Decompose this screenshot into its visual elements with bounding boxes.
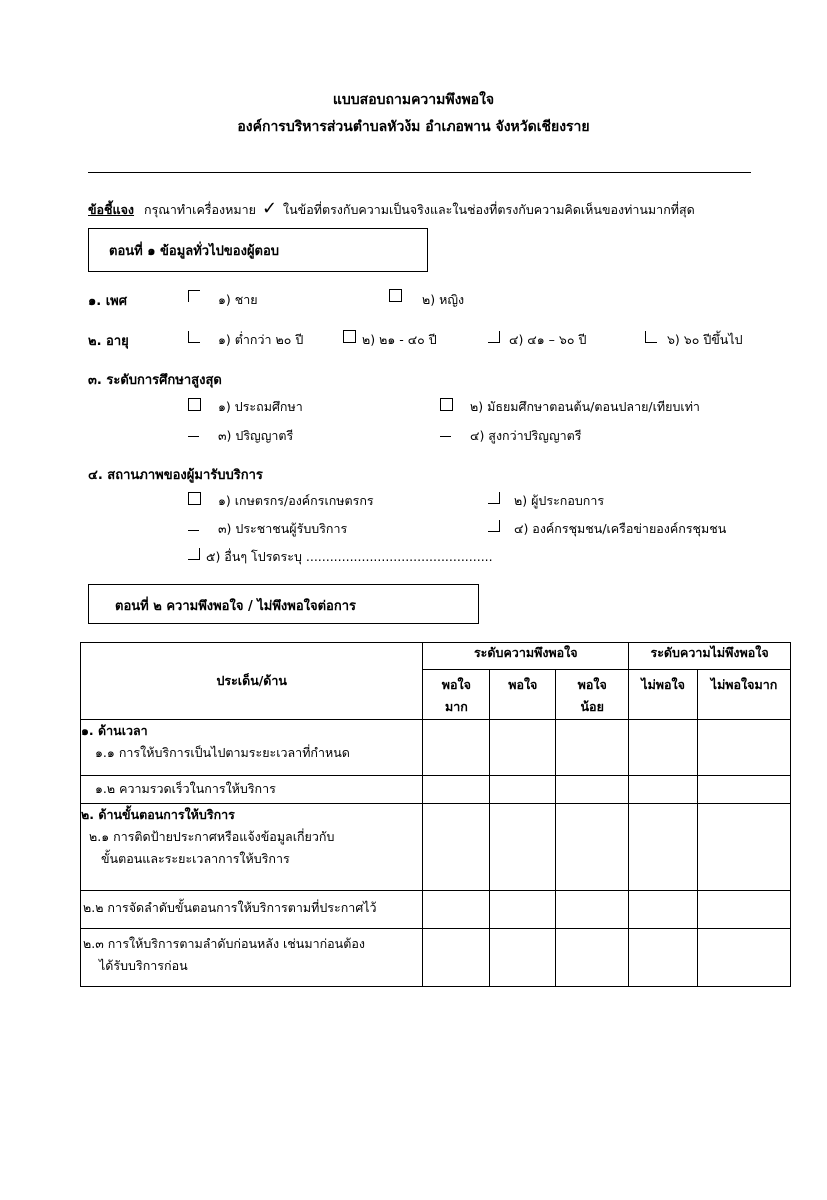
item-2-3-line2: ได้รับบริการก่อน: [99, 958, 188, 973]
rating-cell[interactable]: [423, 776, 490, 804]
topic-header: ประเด็น/ด้าน: [81, 643, 423, 720]
level-header-less-satisfied: พอใจ น้อย: [556, 670, 629, 720]
rating-cell[interactable]: [629, 891, 698, 929]
q3-option2-label: ๒) มัธยมศึกษาตอนต้น/ตอนปลาย/เทียบเท่า: [470, 399, 700, 414]
item-1-1: ๑.๑ การให้บริการเป็นไปตามระยะเวลาที่กำหนด: [95, 745, 350, 760]
q2-option3-label: ๔) ๔๑ – ๖๐ ปี: [509, 332, 587, 347]
section2-title: ๒. ด้านขั้นตอนการให้บริการ: [81, 807, 235, 822]
item-2-1-line2: ขั้นตอนและระยะเวลาการให้บริการ: [101, 851, 290, 866]
level-header-very-dissatisfied: ไม่พอใจมาก: [698, 670, 791, 720]
instruction-label: ข้อชี้แจง: [88, 202, 135, 217]
satisfaction-group-header: ระดับความพึงพอใจ: [423, 643, 629, 670]
item-1-2: ๑.๒ ความรวดเร็วในการให้บริการ: [95, 781, 276, 796]
instruction-text-after: ในข้อที่ตรงกับความเป็นจริงและในช่องที่ตรงกับความคิดเห็นของท่านมากที่สุด: [283, 202, 695, 217]
q3-option3-checkbox[interactable]: [188, 436, 199, 437]
satisfaction-table: [80, 642, 791, 987]
table-row: [81, 776, 791, 804]
q4-option2-checkbox[interactable]: [488, 492, 500, 504]
q4-option1-checkbox[interactable]: [188, 492, 201, 505]
rating-cell[interactable]: [556, 891, 629, 929]
q2-label: ๒. อายุ: [88, 334, 129, 349]
rating-cell[interactable]: [490, 929, 556, 987]
form-subtitle: องค์การบริหารส่วนตำบลหัวง้ม อำเภอพาน จังหวัดเชียงราย: [237, 119, 590, 135]
rating-cell[interactable]: [556, 804, 629, 891]
rating-cell[interactable]: [423, 929, 490, 987]
part2-title: ตอนที่ ๒ ความพึงพอใจ / ไม่พึงพอใจต่อการ: [115, 599, 357, 614]
rating-cell[interactable]: [490, 891, 556, 929]
rating-cell[interactable]: [629, 720, 698, 776]
checkmark-icon: ✓: [261, 198, 278, 219]
q3-option1-checkbox[interactable]: [188, 398, 201, 411]
q2-option4-checkbox[interactable]: [645, 331, 657, 343]
q2-option1-label: ๑) ต่ำกว่า ๒๐ ปี: [218, 332, 304, 347]
q3-option1-label: ๑) ประถมศึกษา: [218, 399, 303, 414]
rating-cell[interactable]: [490, 776, 556, 804]
table-row: [81, 929, 791, 987]
q3-option4-checkbox[interactable]: [440, 436, 451, 437]
rating-cell[interactable]: [556, 776, 629, 804]
table-row: [81, 891, 791, 929]
rating-cell[interactable]: [698, 804, 791, 891]
q4-option5-label: ๕) อื่นๆ โปรดระบุ ...............................................: [206, 549, 493, 564]
part1-title: ตอนที่ ๑ ข้อมูลทั่วไปของผู้ตอบ: [109, 244, 280, 259]
rating-cell[interactable]: [698, 720, 791, 776]
q2-option2-checkbox[interactable]: [343, 330, 356, 343]
rating-cell[interactable]: [423, 891, 490, 929]
rating-cell[interactable]: [698, 776, 791, 804]
q4-label: ๔. สถานภาพของผู้มารับบริการ: [88, 468, 263, 483]
level-header-very-satisfied: พอใจ มาก: [423, 670, 490, 720]
q2-option4-label: ๖) ๖๐ ปีขึ้นไป: [667, 332, 743, 347]
q4-option4-checkbox[interactable]: [488, 520, 500, 532]
q3-option3-label: ๓) ปริญญาตรี: [218, 428, 294, 443]
rating-cell[interactable]: [556, 929, 629, 987]
rating-cell[interactable]: [629, 776, 698, 804]
q1-option2-checkbox[interactable]: [389, 289, 402, 302]
q4-option4-label: ๔) องค์กรชุมชน/เครือข่ายองค์กรชุมชน: [514, 521, 727, 536]
rating-cell[interactable]: [629, 804, 698, 891]
header-divider: [88, 172, 751, 173]
dissatisfaction-group-header: ระดับความไม่พึงพอใจ: [629, 643, 791, 670]
q4-option3-label: ๓) ประชาชนผู้รับบริการ: [218, 521, 348, 536]
q2-option1-checkbox[interactable]: [188, 331, 200, 343]
item-2-3-line1: ๒.๓ การให้บริการตามลำดับก่อนหลัง เช่นมาก่อนต้อง: [83, 936, 365, 951]
rating-cell[interactable]: [698, 929, 791, 987]
section1-title: ๑. ด้านเวลา: [81, 723, 148, 738]
level-header-satisfied: พอใจ: [490, 670, 556, 720]
table-row: [81, 720, 791, 776]
table-row: [81, 804, 791, 891]
q1-option2-label: ๒) หญิง: [422, 292, 465, 307]
q4-option5-checkbox[interactable]: [188, 548, 200, 560]
rating-cell[interactable]: [629, 929, 698, 987]
rating-cell[interactable]: [490, 804, 556, 891]
q2-option3-checkbox[interactable]: [488, 331, 500, 343]
part2-header-box: [88, 584, 479, 624]
instruction: [88, 198, 695, 220]
instruction-text-before: กรุณาทำเครื่องหมาย: [144, 202, 256, 217]
q4-option2-label: ๒) ผู้ประกอบการ: [514, 493, 605, 508]
q4-option3-checkbox[interactable]: [188, 530, 199, 531]
q1-label: ๑. เพศ: [88, 294, 127, 309]
item-2-2: ๒.๒ การจัดลำดับขั้นตอนการให้บริการตามที่ประกาศไว้: [83, 900, 377, 915]
item-2-1-line1: ๒.๑ การติดป้ายประกาศหรือแจ้งข้อมูลเกี่ยวกับ: [89, 829, 335, 844]
q3-option2-checkbox[interactable]: [440, 398, 453, 411]
q1-option1-label: ๑) ชาย: [218, 292, 258, 307]
rating-cell[interactable]: [490, 720, 556, 776]
q3-option4-label: ๔) สูงกว่าปริญญาตรี: [470, 428, 582, 443]
part1-header-box: [88, 228, 428, 272]
rating-cell[interactable]: [423, 720, 490, 776]
q3-label: ๓. ระดับการศึกษาสูงสุด: [88, 373, 222, 388]
q4-option1-label: ๑) เกษตรกร/องค์กรเกษตรกร: [218, 493, 374, 508]
level-header-dissatisfied: ไม่พอใจ: [629, 670, 698, 720]
rating-cell[interactable]: [423, 804, 490, 891]
rating-cell[interactable]: [556, 720, 629, 776]
rating-cell[interactable]: [698, 891, 791, 929]
q1-option1-checkbox[interactable]: [188, 290, 200, 302]
form-title: แบบสอบถามความพึงพอใจ: [332, 92, 495, 108]
q2-option2-label: ๒) ๒๑ - ๔๐ ปี: [362, 332, 437, 347]
